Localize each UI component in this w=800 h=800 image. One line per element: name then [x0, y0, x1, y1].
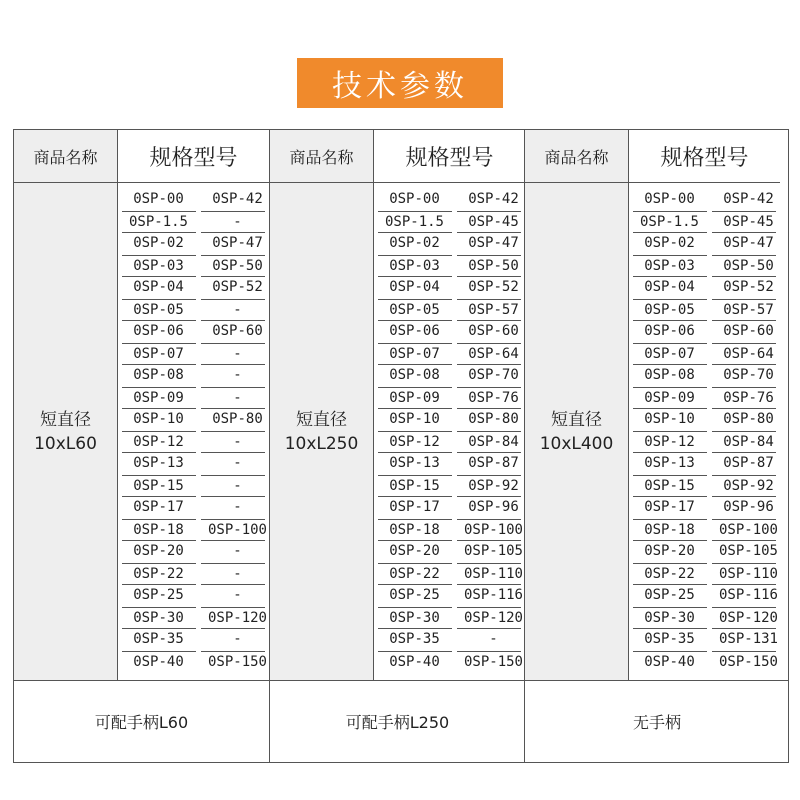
product-name-line2: 10xL60: [34, 433, 97, 454]
spec-cell: -: [233, 478, 242, 494]
row-divider: [122, 320, 196, 321]
spec-cell: 0SP-131: [718, 631, 778, 647]
spec-cell: 0SP-10: [133, 411, 184, 427]
row-divider: [457, 232, 521, 233]
row-divider: [201, 320, 265, 321]
spec-cell: 0SP-10: [644, 411, 695, 427]
spec-cell: 0SP-52: [212, 279, 263, 295]
row-divider: [122, 211, 196, 212]
spec-cell: 0SP-02: [133, 235, 184, 251]
row-divider: [201, 255, 265, 256]
row-divider: [378, 276, 452, 277]
spec-cell: 0SP-47: [723, 235, 774, 251]
header-product-name: 商品名称: [525, 130, 629, 183]
row-divider: [201, 563, 265, 564]
row-divider: [378, 255, 452, 256]
row-divider: [201, 628, 265, 629]
row-divider: [633, 276, 707, 277]
spec-cell: 0SP-30: [644, 610, 695, 626]
row-divider: [378, 431, 452, 432]
row-divider: [378, 651, 452, 652]
spec-cell: 0SP-80: [212, 411, 263, 427]
spec-cell: 0SP-15: [389, 478, 440, 494]
spec-cell: 0SP-30: [389, 610, 440, 626]
spec-cell: 0SP-45: [468, 214, 519, 230]
row-divider: [633, 651, 707, 652]
row-divider: [712, 276, 776, 277]
row-divider: [378, 563, 452, 564]
row-divider: [201, 387, 265, 388]
spec-cell: 0SP-22: [644, 566, 695, 582]
row-divider: [201, 452, 265, 453]
header-product-name: 商品名称: [270, 130, 374, 183]
row-divider: [712, 540, 776, 541]
row-divider: [457, 651, 521, 652]
spec-cell: 0SP-80: [723, 411, 774, 427]
spec-cell: 0SP-57: [723, 302, 774, 318]
spec-cell: 0SP-110: [463, 566, 523, 582]
spec-cell: 0SP-15: [644, 478, 695, 494]
spec-cell: 0SP-18: [644, 522, 695, 538]
spec-cell: 0SP-92: [723, 478, 774, 494]
spec-cell: 0SP-1.5: [128, 214, 188, 230]
spec-cell: 0SP-45: [723, 214, 774, 230]
row-divider: [378, 496, 452, 497]
row-divider: [122, 563, 196, 564]
spec-cell: 0SP-47: [212, 235, 263, 251]
spec-cell: -: [233, 499, 242, 515]
spec-cell: 0SP-1.5: [384, 214, 444, 230]
row-divider: [122, 607, 196, 608]
spec-cell: 0SP-15: [133, 478, 184, 494]
row-divider: [201, 232, 265, 233]
product-name-line1: 短直径: [40, 409, 91, 430]
spec-cell: 0SP-06: [389, 323, 440, 339]
row-divider: [712, 607, 776, 608]
spec-cell: 0SP-03: [389, 258, 440, 274]
spec-cell: 0SP-100: [207, 522, 267, 538]
spec-cell: 0SP-150: [207, 654, 267, 670]
spec-cell: -: [233, 367, 242, 383]
row-divider: [378, 299, 452, 300]
row-divider: [712, 232, 776, 233]
row-divider: [201, 364, 265, 365]
row-divider: [378, 628, 452, 629]
row-divider: [201, 276, 265, 277]
spec-cell: 0SP-116: [463, 587, 523, 603]
spec-cell: 0SP-50: [723, 258, 774, 274]
row-divider: [633, 607, 707, 608]
spec-group-1: [14, 130, 269, 762]
row-divider: [712, 408, 776, 409]
row-divider: [201, 496, 265, 497]
spec-cell: 0SP-03: [133, 258, 184, 274]
spec-cell: -: [233, 566, 242, 582]
spec-cell: 0SP-42: [212, 191, 263, 207]
spec-cell: 0SP-42: [723, 191, 774, 207]
spec-cell: 0SP-07: [389, 346, 440, 362]
row-divider: [122, 519, 196, 520]
spec-cell: 0SP-04: [133, 279, 184, 295]
spec-cell: 0SP-20: [644, 543, 695, 559]
row-divider: [712, 452, 776, 453]
row-divider: [122, 628, 196, 629]
row-divider: [633, 387, 707, 388]
spec-cell: 0SP-100: [718, 522, 778, 538]
row-divider: [122, 431, 196, 432]
spec-cell: -: [233, 631, 242, 647]
row-divider: [457, 343, 521, 344]
spec-cell: 0SP-06: [133, 323, 184, 339]
product-name-cell: [14, 183, 118, 680]
spec-cell: 0SP-12: [644, 434, 695, 450]
row-divider: [712, 475, 776, 476]
row-divider: [633, 496, 707, 497]
row-divider: [122, 651, 196, 652]
row-divider: [122, 276, 196, 277]
spec-cell: 0SP-25: [133, 587, 184, 603]
row-divider: [457, 584, 521, 585]
row-divider: [457, 255, 521, 256]
row-divider: [378, 387, 452, 388]
spec-cell: 0SP-12: [133, 434, 184, 450]
spec-cell: 0SP-120: [463, 610, 523, 626]
spec-cell: 0SP-06: [644, 323, 695, 339]
row-divider: [633, 255, 707, 256]
row-divider: [201, 651, 265, 652]
row-divider: [457, 540, 521, 541]
spec-cell: 0SP-09: [389, 390, 440, 406]
row-divider: [633, 519, 707, 520]
row-divider: [712, 320, 776, 321]
row-divider: [378, 232, 452, 233]
spec-cell: 0SP-87: [723, 455, 774, 471]
spec-cell: 0SP-150: [718, 654, 778, 670]
spec-cell: 0SP-50: [468, 258, 519, 274]
spec-cell: 0SP-35: [133, 631, 184, 647]
row-divider: [122, 299, 196, 300]
row-divider: [457, 364, 521, 365]
spec-cell: 0SP-80: [468, 411, 519, 427]
spec-cell: -: [233, 543, 242, 559]
product-name-line1: 短直径: [296, 409, 347, 430]
row-divider: [378, 540, 452, 541]
spec-cell: 0SP-42: [468, 191, 519, 207]
spec-cell: 0SP-35: [644, 631, 695, 647]
spec-cell: 0SP-05: [389, 302, 440, 318]
row-divider: [378, 475, 452, 476]
row-divider: [457, 607, 521, 608]
row-divider: [712, 364, 776, 365]
spec-cell: 0SP-04: [389, 279, 440, 295]
row-divider: [712, 431, 776, 432]
spec-cell: 0SP-10: [389, 411, 440, 427]
spec-cell: 0SP-08: [389, 367, 440, 383]
spec-cell: -: [233, 214, 242, 230]
spec-cell: 0SP-04: [644, 279, 695, 295]
row-divider: [712, 519, 776, 520]
product-name-cell: [270, 183, 374, 680]
row-divider: [457, 276, 521, 277]
row-divider: [201, 299, 265, 300]
spec-cell: 0SP-05: [644, 302, 695, 318]
row-divider: [201, 211, 265, 212]
spec-cell: 0SP-92: [468, 478, 519, 494]
row-divider: [378, 584, 452, 585]
spec-cell: 0SP-22: [133, 566, 184, 582]
row-divider: [457, 320, 521, 321]
row-divider: [457, 211, 521, 212]
row-divider: [633, 320, 707, 321]
spec-cell: 0SP-105: [718, 543, 778, 559]
spec-cell: 0SP-64: [468, 346, 519, 362]
handle-option-cell: 无手柄: [525, 680, 789, 762]
row-divider: [122, 387, 196, 388]
row-divider: [201, 607, 265, 608]
spec-list: [629, 183, 780, 680]
spec-cell: 0SP-40: [389, 654, 440, 670]
row-divider: [201, 343, 265, 344]
spec-cell: 0SP-17: [644, 499, 695, 515]
spec-cell: 0SP-116: [718, 587, 778, 603]
row-divider: [122, 540, 196, 541]
row-divider: [457, 496, 521, 497]
spec-cell: 0SP-09: [133, 390, 184, 406]
spec-cell: 0SP-17: [389, 499, 440, 515]
spec-cell: 0SP-50: [212, 258, 263, 274]
spec-cell: -: [233, 302, 242, 318]
spec-cell: 0SP-13: [133, 455, 184, 471]
spec-cell: 0SP-00: [133, 191, 184, 207]
row-divider: [712, 563, 776, 564]
header-spec-model: 规格型号: [374, 130, 525, 183]
spec-cell: 0SP-00: [389, 191, 440, 207]
spec-cell: 0SP-96: [723, 499, 774, 515]
spec-cell: 0SP-40: [644, 654, 695, 670]
row-divider: [378, 320, 452, 321]
spec-cell: 0SP-60: [468, 323, 519, 339]
spec-cell: 0SP-87: [468, 455, 519, 471]
spec-cell: -: [489, 631, 498, 647]
row-divider: [122, 475, 196, 476]
spec-cell: 0SP-40: [133, 654, 184, 670]
row-divider: [122, 343, 196, 344]
spec-cell: -: [233, 434, 242, 450]
row-divider: [712, 255, 776, 256]
spec-table: [13, 129, 789, 763]
row-divider: [378, 607, 452, 608]
spec-cell: 0SP-84: [468, 434, 519, 450]
row-divider: [633, 628, 707, 629]
spec-group-3: [524, 130, 788, 762]
spec-cell: 0SP-18: [133, 522, 184, 538]
spec-cell: 0SP-02: [644, 235, 695, 251]
spec-cell: 0SP-110: [718, 566, 778, 582]
header-spec-model: 规格型号: [629, 130, 780, 183]
row-divider: [122, 232, 196, 233]
spec-cell: 0SP-07: [133, 346, 184, 362]
spec-cell: 0SP-03: [644, 258, 695, 274]
row-divider: [457, 387, 521, 388]
row-divider: [633, 232, 707, 233]
row-divider: [712, 628, 776, 629]
row-divider: [378, 364, 452, 365]
row-divider: [201, 540, 265, 541]
row-divider: [122, 364, 196, 365]
spec-cell: 0SP-08: [644, 367, 695, 383]
row-divider: [633, 364, 707, 365]
product-name-cell: [525, 183, 629, 680]
spec-cell: 0SP-100: [463, 522, 523, 538]
row-divider: [378, 519, 452, 520]
spec-cell: 0SP-52: [468, 279, 519, 295]
row-divider: [457, 408, 521, 409]
spec-cell: 0SP-120: [718, 610, 778, 626]
spec-cell: -: [233, 346, 242, 362]
spec-cell: 0SP-60: [212, 323, 263, 339]
spec-cell: 0SP-22: [389, 566, 440, 582]
row-divider: [712, 211, 776, 212]
spec-cell: 0SP-07: [644, 346, 695, 362]
row-divider: [201, 475, 265, 476]
row-divider: [712, 387, 776, 388]
spec-cell: 0SP-57: [468, 302, 519, 318]
spec-cell: 0SP-1.5: [639, 214, 699, 230]
row-divider: [457, 431, 521, 432]
spec-cell: 0SP-20: [133, 543, 184, 559]
spec-cell: 0SP-47: [468, 235, 519, 251]
row-divider: [712, 343, 776, 344]
page-title: 技术参数: [297, 58, 503, 108]
row-divider: [633, 431, 707, 432]
spec-cell: 0SP-12: [389, 434, 440, 450]
spec-cell: 0SP-76: [468, 390, 519, 406]
spec-cell: 0SP-52: [723, 279, 774, 295]
row-divider: [457, 475, 521, 476]
spec-cell: 0SP-08: [133, 367, 184, 383]
product-name-line2: 10xL400: [539, 433, 614, 454]
row-divider: [712, 584, 776, 585]
spec-cell: 0SP-70: [723, 367, 774, 383]
product-name-line1: 短直径: [551, 409, 602, 430]
spec-cell: 0SP-60: [723, 323, 774, 339]
spec-cell: 0SP-64: [723, 346, 774, 362]
spec-cell: 0SP-25: [644, 587, 695, 603]
spec-cell: 0SP-105: [463, 543, 523, 559]
row-divider: [378, 343, 452, 344]
spec-list: [118, 183, 269, 680]
spec-cell: -: [233, 390, 242, 406]
row-divider: [633, 408, 707, 409]
row-divider: [201, 519, 265, 520]
spec-cell: -: [233, 587, 242, 603]
spec-cell: 0SP-96: [468, 499, 519, 515]
row-divider: [457, 563, 521, 564]
row-divider: [122, 584, 196, 585]
handle-option-cell: 可配手柄L250: [270, 680, 525, 762]
row-divider: [633, 584, 707, 585]
row-divider: [633, 475, 707, 476]
spec-cell: 0SP-150: [463, 654, 523, 670]
row-divider: [122, 452, 196, 453]
spec-cell: 0SP-05: [133, 302, 184, 318]
row-divider: [712, 651, 776, 652]
spec-cell: 0SP-00: [644, 191, 695, 207]
row-divider: [633, 299, 707, 300]
header-spec-model: 规格型号: [118, 130, 269, 183]
spec-cell: 0SP-30: [133, 610, 184, 626]
row-divider: [712, 496, 776, 497]
row-divider: [633, 343, 707, 344]
row-divider: [122, 408, 196, 409]
spec-cell: 0SP-02: [389, 235, 440, 251]
row-divider: [457, 299, 521, 300]
row-divider: [633, 211, 707, 212]
row-divider: [633, 452, 707, 453]
spec-cell: 0SP-35: [389, 631, 440, 647]
row-divider: [633, 540, 707, 541]
spec-cell: 0SP-13: [644, 455, 695, 471]
spec-list: [374, 183, 525, 680]
row-divider: [201, 408, 265, 409]
spec-cell: -: [233, 455, 242, 471]
row-divider: [378, 211, 452, 212]
row-divider: [712, 299, 776, 300]
spec-cell: 0SP-70: [468, 367, 519, 383]
row-divider: [457, 452, 521, 453]
row-divider: [633, 563, 707, 564]
row-divider: [122, 255, 196, 256]
header-product-name: 商品名称: [14, 130, 118, 183]
row-divider: [457, 519, 521, 520]
spec-cell: 0SP-20: [389, 543, 440, 559]
row-divider: [378, 452, 452, 453]
spec-group-2: [269, 130, 524, 762]
spec-cell: 0SP-120: [207, 610, 267, 626]
row-divider: [201, 431, 265, 432]
row-divider: [457, 628, 521, 629]
row-divider: [378, 408, 452, 409]
spec-cell: 0SP-76: [723, 390, 774, 406]
spec-cell: 0SP-13: [389, 455, 440, 471]
spec-cell: 0SP-17: [133, 499, 184, 515]
spec-cell: 0SP-25: [389, 587, 440, 603]
product-name-line2: 10xL250: [284, 433, 359, 454]
row-divider: [122, 496, 196, 497]
row-divider: [201, 584, 265, 585]
spec-cell: 0SP-84: [723, 434, 774, 450]
handle-option-cell: 可配手柄L60: [14, 680, 269, 762]
spec-cell: 0SP-09: [644, 390, 695, 406]
spec-cell: 0SP-18: [389, 522, 440, 538]
